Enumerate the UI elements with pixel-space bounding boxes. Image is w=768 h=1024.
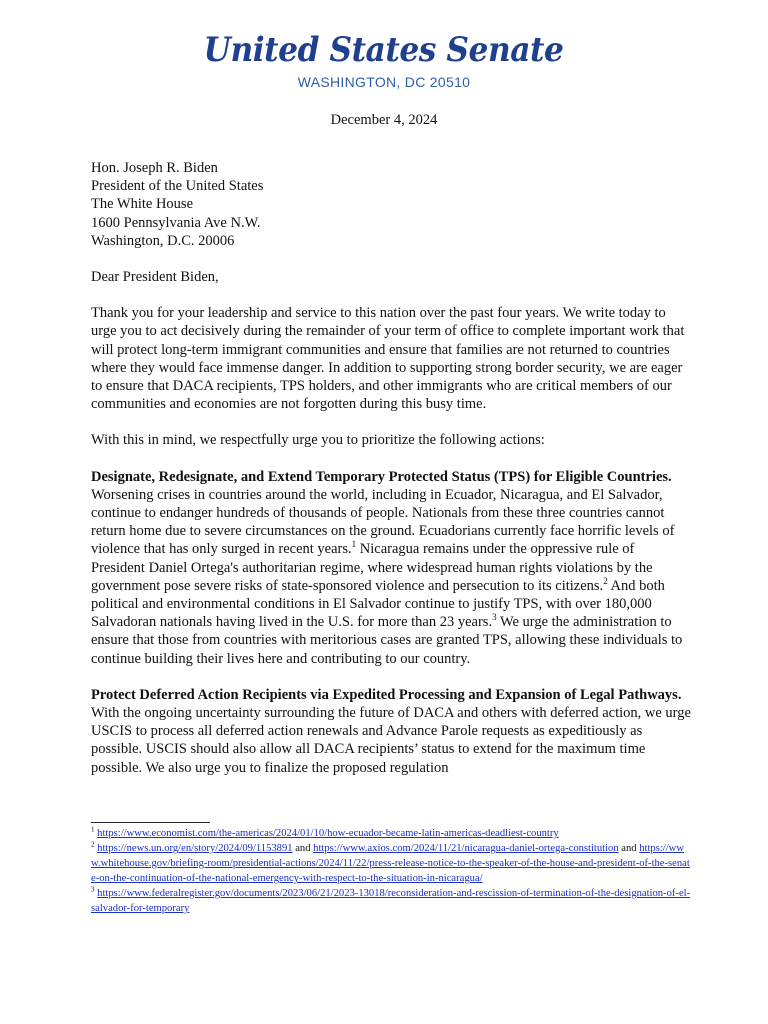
section-deferred-heading: Protect Deferred Action Recipients via Expedited Processing and Expansion of Legal Pathways. [91,686,682,703]
salutation: Dear President Biden, [91,269,219,286]
footnote-3 [91,886,691,916]
section-tps-text: We urge the administration to ensure that those from countries with meritorious cases are granted TPS, allowing these individuals to continue building their lives here and contributing to our country. [91,614,683,667]
footnote-1 [91,826,691,841]
letterhead-title: United States Senate [204,30,564,70]
footnote-link[interactable]: https://www.axios.com/2024/11/21/nicaragua-daniel-ortega-constitution [313,843,619,854]
footnote-and: and [618,843,640,854]
address-line: The White House [91,196,194,213]
letterhead-subtitle: WASHINGTON, DC 20510 [297,74,471,90]
section-tps-heading: Designate, Redesignate, and Extend Temporary Protected Status (TPS) for Eligible Countries. [91,468,672,485]
footnote-number: 3 [91,885,95,894]
paragraph-priorities: With this in mind, we respectfully urge you to prioritize the following actions: [91,432,545,449]
address-line: President of the United States [91,178,264,195]
section-tps-text: And both political and environmental conditions in El Salvador continue to justify TPS, with over 180,000 Salvadoran nationals having lived in the U.S. for more than 23 years. [91,577,665,631]
footnote-and: and [292,843,314,854]
address-line: Hon. Joseph R. Biden [91,160,218,176]
footnote-ref[interactable]: 1 [351,539,357,550]
recipient-address [91,159,691,250]
section-tps [91,468,691,668]
address-line: Washington, D.C. 20006 [91,232,235,249]
footnotes [91,826,691,916]
section-deferred-action [91,686,691,777]
paragraph-intro: Thank you for your leadership and service to this nation over the past four years. We write today to urge you to act decisively during the remainder of your term of office to complete important work that will protect long-term immigrant communities and ensure that families are not returned to countries where they would face immense danger. In addition to supporting strong border security, we are eager to ensure that DACA recipients, TPS holders, and other immigrants who are critical members of our communities and economies are not forgotten during this busy time. [91,305,685,413]
footnote-ref[interactable]: 3 [492,612,497,623]
letter-body [91,159,691,777]
footnote-divider [91,822,210,823]
footnote-link[interactable]: https://www.economist.com/the-americas/2024/01/10/how-ecuador-became-latin-americas-deadliest-country [97,828,559,839]
footnote-number: 1 [91,825,95,834]
footnote-link[interactable]: https://www.federalregister.gov/documents/2023/06/21/2023-13018/reconsideration-and-rescission-of-termination-of-the-designation-of-el-salvador-for-temporary [91,888,691,914]
section-tps-text: Nicaragua remains under the oppressive rule of President Daniel Ortega's authoritarian regime, where widespread human rights violations by the government pose severe risks of state-sponsored violence and persecution to its citizens. [91,541,653,594]
address-line: 1600 Pennsylvania Ave N.W. [91,214,261,231]
letter-date: December 4, 2024 [330,112,438,128]
footnote-2 [91,841,691,886]
section-tps-text: Worsening crises in countries around the world, including in Ecuador, Nicaragua, and El Salvador, continue to endanger hundreds of thousands of people. Nationals from these three countries cannot return home due to severe circumstances on the ground. Ecuadorians currently face horrific levels of violence that has only surged in recent years. [91,486,675,558]
letterhead [0,30,768,90]
section-deferred-text: With the ongoing uncertainty surrounding the future of DACA and others with deferred action, we urge USCIS to process all deferred action renewals and Advance Parole requests as expeditiously as possible. USCIS should also allow all DACA recipients’ status to extend for the maximum time possible. We also urge you to finalize the proposed regulation [91,705,691,776]
footnote-ref[interactable]: 2 [603,576,608,587]
footnote-link[interactable]: https://news.un.org/en/story/2024/09/1153891 [97,843,293,854]
footnote-number: 2 [91,840,95,849]
footnote-link[interactable]: https://www.whitehouse.gov/briefing-room/presidential-actions/2024/11/22/press-release-notice-to-the-speaker-of-the-house-and-president-of-the-senate-on-the-continuation-of-the-national-emergency-with-respect-to-the-situation-in-nicaragua/ [91,843,690,884]
